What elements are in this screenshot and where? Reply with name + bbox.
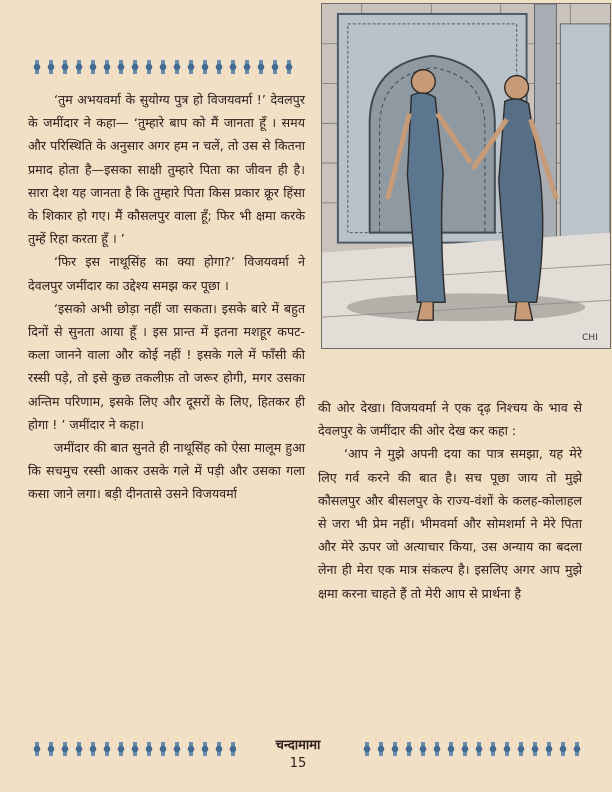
decorative-border-bottom-right [360, 742, 582, 756]
text-column-left [28, 88, 305, 506]
decorative-border-bottom-left [30, 742, 236, 756]
decorative-border-top [30, 60, 296, 74]
paragraph-6: ‘आप ने मुझे अपनी दया का पात्र समझा, यह मेरे लिए गर्व करने की बात है। सच पूछा जाय तो मुझे कौसलपुर और बीसलपुर के राज्य-वंशों के कलह-कोलाहल से जरा भी प्रेम नहीं। भीमवर्मा और सोमशर्मा ने मेरे पिता और मेरे ऊपर जो अत्याचार किया, उस अन्याय का बदला लेना ही मेरा एक मात्र संकल्प है। इसलिए अगर आप मुझे क्षमा करना चाहते हैं तो मेरी आप से प्रार्थना है [318, 446, 582, 601]
paragraph-5: की ओर देखा। विजयवर्मा ने एक दृढ़ निश्चय के भाव से देवलपुर के जमींदार की ओर देख कर कहा : [318, 400, 582, 439]
paragraph-3: ‘इसको अभी छोड़ा नहीं जा सकता। इसके बारे में बहुत दिनों से सुनता आया हूँ । इस प्रान्त में इतना मशहूर कपट-कला जानने वाला और कोई नहीं ! इसके गले में फाँसी की रस्सी पड़े, तो इसे कुछ तकलीफ़ तो जरूर होगी, मगर उसका अन्तिम परिणाम, इसके लिए और दूसरों के लिए, हितकर ही होगा ! ’ जमींदार ने कहा। [28, 300, 305, 432]
paragraph-2: ‘फिर इस नाथूसिंह का क्या होगा?’ विजयवर्मा ने देवलपुर जमींदार का उद्देश्य समझ कर पूछा । [28, 254, 305, 293]
artist-signature: CHI [582, 333, 598, 344]
magazine-title: चन्दामामा [275, 738, 321, 753]
story-illustration [321, 3, 611, 349]
illustration-drawing [322, 4, 610, 348]
paragraph-1: ‘तुम अभयवर्मा के सुयोग्य पुत्र हो विजयवर्मा !’ देवलपुर के जमींदार ने कहा— ‘तुम्हारे बाप को मैं जानता हूँ । समय और परिस्थिति के अनुसार अगर हम न चलें, तो उस से कितना प्रमाद होता है—इसका साक्षी तुम्हारे पिता का जीवन ही है। सारा देश यह जानता है कि तुम्हारे पिता किस प्रकार क्रूर हिंसा के शिकार हो गए। मैं कौसलपुर वाला हूँ; फिर भी क्षमा करके तुम्हें रिहा करता हूँ । ’ [28, 92, 305, 247]
page-number: 15 [289, 756, 307, 771]
text-column-right [318, 396, 582, 605]
paragraph-4: जमींदार की बात सुनते ही नाथूसिंह को ऐसा मालूम हुआ कि सचमुच रस्सी आकर उसके गले में पड़ी और उसका गला कसा जाने लगा। बड़ी दीनतासे उसने विजयवर्मा [28, 440, 305, 502]
